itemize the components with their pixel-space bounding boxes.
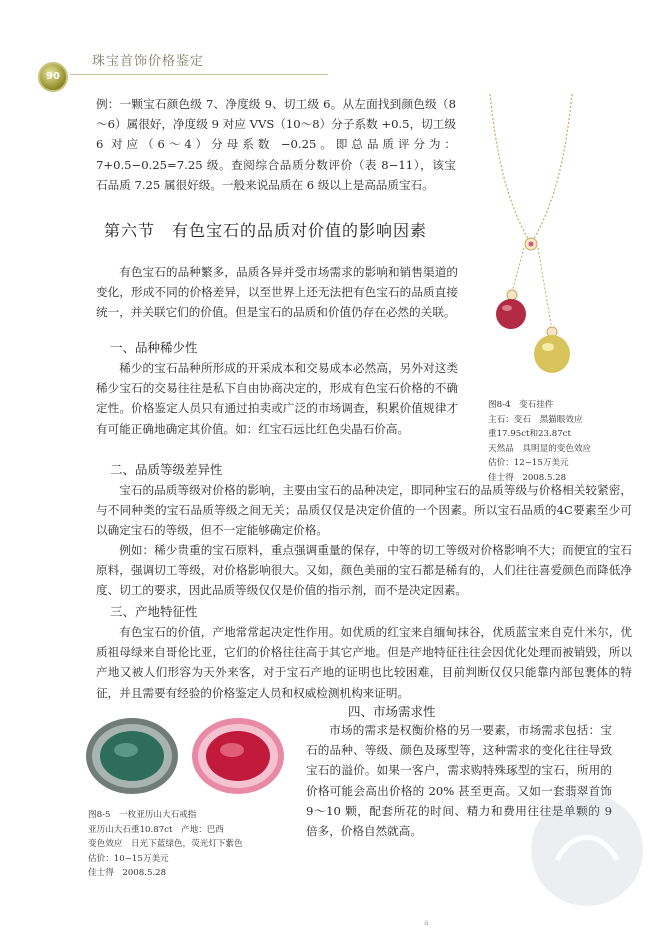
caption-line: 天然品 具明显的变色效应 — [488, 443, 592, 454]
caption-line: 图8-5 一枚亚历山大石戒指 — [88, 810, 197, 820]
watermark-logo — [527, 790, 647, 910]
subsection-text-4: 市场的需求是权衡价格的另一要素，市场需求包括：宝石的品种、等级、颜色及琢型等，这种需求的变化往往导致宝石的溢价。如果一客户，需求购特殊琢型的宝石，所用的价格可能会高出价格的 20% 甚至更高。又如一套翡翠首饰 9～10 颗，配套所花的时间、精力和费用往往是单颗的 9 倍多，价格自然就高。 — [306, 723, 612, 839]
necklace-image — [482, 92, 580, 392]
subsection-title-2: 二、品质等级差异性 — [110, 462, 223, 477]
subsection-title-1: 一、品种稀少性 — [110, 340, 198, 355]
caption-line: 佳士得 2008.5.28 — [88, 868, 167, 878]
figure-rings-caption — [88, 808, 243, 881]
subsection-text-1: 稀少的宝石品种所形成的开采成本和交易成本必然高，另外对这类稀少宝石的交易往往是私下自由协商决定的，形成有色宝石价格的不确定性。价格鉴定人员只有通过拍卖或广泛的市场调查，积累价值规律才有可能正确地确定其价值。如：红宝石远比红色尖晶石价高。 — [96, 361, 458, 436]
subsection-text-2: 宝石的品质等级对价格的影响，主要由宝石的品种决定，即同种宝石的品质等级与价格相关较紧密，与不同种类的宝石品质等级之间无关；品质仅仅是决定价值的一个因素。所以宝石品质的4C要素至少可以确定宝石的等级，但不一定能够确定价格。 — [96, 483, 632, 538]
section-intro: 有色宝石的品种繁多，品质各异并受市场需求的影响和销售渠道的变化，形成不同的价格差异，以至世界上还无法把有色宝石的品质直接统一，并关联它们的价值。但是宝石的品质和价值仍存在必然的关联。 — [96, 265, 458, 320]
caption-line: 估价：10~15万美元 — [88, 853, 169, 864]
page-footer-mark: a — [424, 918, 429, 927]
caption-line: 主石：变石 黑猫眼效应 — [488, 414, 583, 425]
caption-line: 重17.95ct和23.87ct — [488, 429, 571, 439]
subsection-title-4: 四、市场需求性 — [348, 704, 436, 719]
running-header-title: 珠宝首饰价格鉴定 — [92, 54, 205, 69]
section-heading: 第六节 有色宝石的品质对价值的影响因素 — [104, 221, 428, 240]
rings-image — [80, 712, 294, 802]
example-paragraph: 例：一颗宝石颜色级 7、净度级 9、切工级 6。从左面找到颜色级（8～6）属很好，净度级 9 对应 VVS（10～8）分子系数 +0.5，切工级 6 对应（6～4）分母系数 −0.25。即总品质评分为：7+0.5−0.25=7.25 级。查阅综合品质分数评价（表 8−11），该宝石品质 7.25 属很好级。一般来说品质在 6 级以上是高品质宝石。 — [96, 97, 456, 192]
caption-line: 估价：12~15万美元 — [488, 458, 569, 468]
caption-line: 佳士得 2008.5.28 — [488, 472, 567, 483]
caption-line: 变色效应 日光下蓝绿色，荧光灯下紫色 — [88, 839, 243, 849]
subsection-title-3: 三、产地特征性 — [110, 604, 198, 619]
figure-necklace-caption — [488, 398, 591, 485]
subsection-text-2b: 例如：稀少贵重的宝石原料，重点强调重量的保存，中等的切工等级对价格影响不大；而便宜的宝石原料，强调切工等级，对价格影响很大。又如，颜色美丽的宝石都是稀有的，人们往往喜爱颜色而降低净度、切工的要求，因此品质等级仅仅是价值的指示剂，而不是决定因素。 — [96, 543, 632, 598]
caption-line: 亚历山大石重10.87ct 产地：巴西 — [88, 824, 224, 835]
header-rule — [70, 74, 328, 75]
page-number-badge: 90 — [38, 62, 68, 92]
subsection-text-3: 有色宝石的价值，产地常常起决定性作用。如优质的红宝来自缅甸抹谷，优质蓝宝来自克什米尔，优质祖母绿来自哥伦比亚，它们的价格往往高于其它产地。但是产地特征往往会因优化处理而被销毁，所以产地又被人们形容为天外来客，对于宝石产地的证明也比较困难，目前判断仅仅只能靠内部包裹体的特征，并且需要有经验的价格鉴定人员和权威检测机构来证明。 — [96, 625, 632, 700]
caption-line: 图8-4 变石挂件 — [488, 400, 554, 410]
